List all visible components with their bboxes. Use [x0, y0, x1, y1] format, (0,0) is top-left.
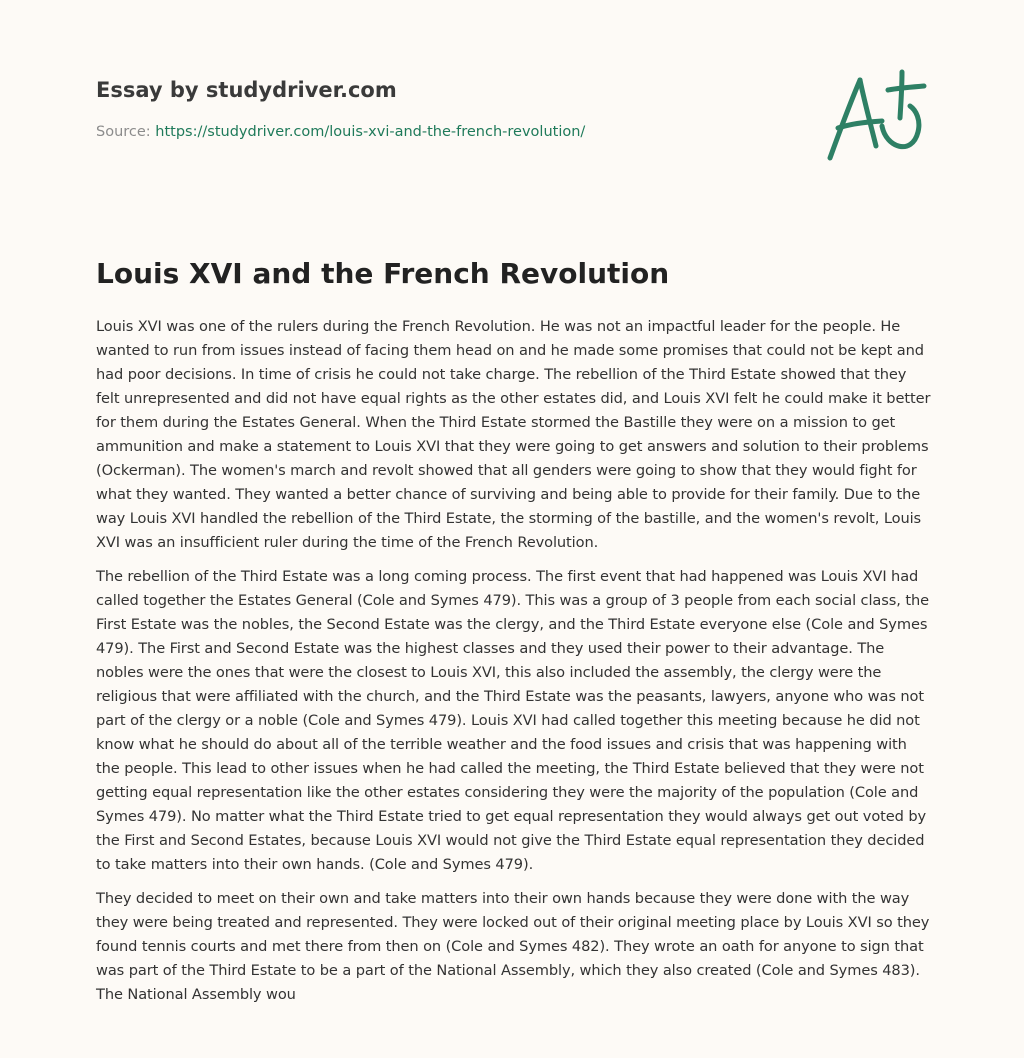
essay-paragraph: Louis XVI was one of the rulers during the French Revolution. He was not an impactful leader for the people. He wanted to run from issues instead of facing them head on and he made some promises that could not be kept and had poor decisions. In time of crisis he could not take charge. The rebellion of the Third Estate showed that they felt unrepresented and did not have equal rights as the other estates did, and Louis XVI felt he could make it better for them during the Estates General. When the Third Estate stormed the Bastille they were on a mission to get ammunition and make a statement to Louis XVI that they were going to get answers and solution to their problems (Ockerman). The women's march and revolt showed that all genders were going to show that they would fight for what they wanted. They wanted a better chance of surviving and being able to provide for their family. Due to the way Louis XVI handled the rebellion of the Third Estate, the storming of the bastille, and the women's revolt, Louis XVI was an insufficient ruler during the time of the French Revolution. — [96, 318, 931, 551]
source-label: Source: — [96, 124, 156, 140]
essay-body — [96, 315, 931, 1017]
source-line — [96, 122, 796, 142]
essay-paragraph: The rebellion of the Third Estate was a long coming process. The first event that had happened was Louis XVI had called together the Estates General (Cole and Symes 479). This was a group of 3 people from each social class, the First Estate was the nobles, the Second Estate was the clergy, and the Third Estate everyone else (Cole and Symes 479). The First and Second Estate was the highest classes and they used their power to their advantage. The nobles were the ones that were the closest to Louis XVI, this also included the assembly, the clergy were the religious that were affiliated with the church, and the Third Estate was the peasants, lawyers, anyone who was not part of the clergy or a noble (Cole and Symes 479). Louis XVI had called together this meeting because he did not know what he should do about all of the terrible weather and the food issues and crisis that was happening with the people. This lead to other issues when he had called the meeting, the Third Estate believed that they were not getting equal representation like the other estates considering they were the majority of the population (Cole and Symes 479). No matter what the Third Estate tried to get equal representation they would always get out voted by the First and Second Estates, because Louis XVI would not give the Third Estate equal representation they decided to take matters into their own hands. (Cole and Symes 479). — [96, 568, 930, 873]
a-plus-logo-icon — [820, 66, 930, 166]
essay-header — [96, 76, 796, 142]
essay-paragraph: They decided to meet on their own and take matters into their own hands because they were done with the way they were being treated and represented. They were locked out of their original meeting place by Louis XVI so they found tennis courts and met there from then on (Cole and Symes 482). They wrote an oath for anyone to sign that was part of the Third Estate to be a part of the National Assembly, which they also created (Cole and Symes 483). The National Assembly wou — [96, 890, 930, 1003]
site-brand: Essay by studydriver.com — [96, 78, 397, 102]
source-link[interactable]: https://studydriver.com/louis-xvi-and-the-french-revolution/ — [155, 124, 586, 140]
essay-title: Louis XVI and the French Revolution — [96, 257, 670, 290]
